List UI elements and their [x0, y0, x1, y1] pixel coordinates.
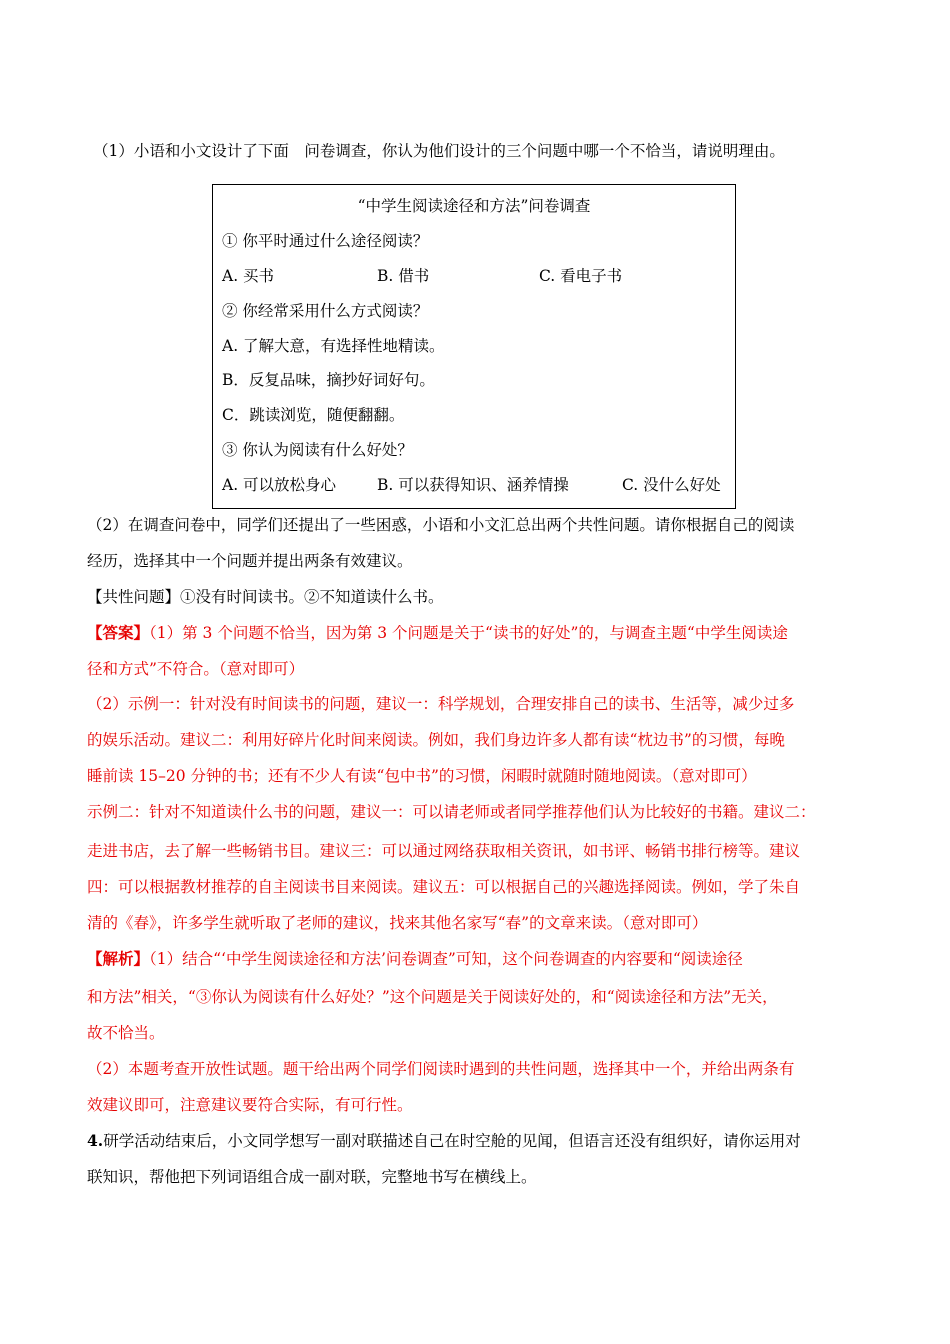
- survey-q3-option-c: C. 没什么好处: [622, 476, 721, 494]
- answer-line-7: 走进书店，去了解一些畅销书目。建议三：可以通过网络获取相关资讯，如书评、畅销书排行榜等。建议: [87, 842, 801, 860]
- survey-question-1: ① 你平时通过什么途径阅读？: [222, 232, 429, 250]
- survey-q1-option-b: B. 借书: [377, 267, 430, 285]
- answer-line-2: 径和方式”不符合。（意对即可）: [87, 660, 305, 678]
- survey-q3-option-b: B. 可以获得知识、涵养情操: [377, 476, 569, 494]
- survey-question-2: ② 你经常采用什么方式阅读？: [222, 302, 429, 320]
- question-1-intro: （1）小语和小文设计了下面 问卷调查，你认为他们设计的三个问题中哪一个不恰当，请说明理由。: [93, 142, 785, 160]
- answer-line-6: 示例二：针对不知道读什么书的问题，建议一：可以请老师或者同学推荐他们认为比较好的书籍。建议二：: [87, 803, 816, 821]
- answer-line-5: 睡前读 15–20 分钟的书；还有不少人有读“包中书”的习惯，闲暇时就随时随地阅读。（意对即可）: [87, 767, 757, 785]
- survey-question-3: ③ 你认为阅读有什么好处？: [222, 441, 413, 459]
- question-2-prompt-line-2: 经历，选择其中一个问题并提出两条有效建议。: [87, 552, 413, 570]
- analysis-line-2: 和方法”相关，“③你认为阅读有什么好处？”这个问题是关于阅读好处的，和“阅读途径和方法”无关，: [87, 988, 778, 1006]
- survey-q3-option-a: A. 可以放松身心: [222, 476, 337, 494]
- question-2-prompt-line-1: （2）在调查问卷中，同学们还提出了一些困惑，小语和小文汇总出两个共性问题。请你根据自己的阅读: [87, 516, 795, 534]
- question-4-number: 4.: [87, 1131, 104, 1150]
- survey-box: [212, 184, 736, 509]
- survey-q1-option-c: C. 看电子书: [539, 267, 623, 285]
- survey-q2-option-c: C．跳读浏览，随便翻翻。: [222, 406, 405, 424]
- analysis-line-4: （2）本题考查开放性试题。题干给出两个同学们阅读时遇到的共性问题，选择其中一个，并给出两条有: [87, 1060, 795, 1078]
- analysis-tag: 【解析】: [87, 949, 150, 968]
- analysis-line-3: 故不恰当。: [87, 1024, 165, 1042]
- answer-line-4: 的娱乐活动。建议二：利用好碎片化时间来阅读。例如，我们身边许多人都有读“枕边书”的习惯，每晚: [87, 731, 785, 749]
- analysis-line-1: 【解析】（1）结合“‘中学生阅读途径和方法’问卷调查”可知，这个问卷调查的内容要和“阅读途径: [87, 949, 743, 968]
- question-4-line-1: 4.研学活动结束后，小文同学想写一副对联描述自己在时空舱的见闻，但语言还没有组织好，请你运用对: [87, 1131, 801, 1150]
- answer-tag: 【答案】: [87, 623, 150, 642]
- survey-title: “中学生阅读途径和方法”问卷调查: [357, 197, 591, 215]
- analysis-line-5: 效建议即可，注意建议要符合实际，有可行性。: [87, 1096, 413, 1114]
- common-issues: 【共性问题】①没有时间读书。②不知道读什么书。: [87, 588, 444, 606]
- answer-line-1: 【答案】（1）第 3 个问题不恰当，因为第 3 个问题是关于“读书的好处”的，与调查主题“中学生阅读途: [87, 623, 788, 642]
- survey-q2-option-b: B．反复品味，摘抄好词好句。: [222, 371, 435, 389]
- answer-line-8: 四：可以根据教材推荐的自主阅读书目来阅读。建议五：可以根据自己的兴趣选择阅读。例如，学了朱自: [87, 878, 801, 896]
- answer-line-3: （2）示例一：针对没有时间读书的问题，建议一：科学规划，合理安排自己的读书、生活等，减少过多: [87, 695, 795, 713]
- survey-q2-option-a: A. 了解大意，有选择性地精读。: [222, 337, 445, 355]
- question-4-line-2: 联知识，帮他把下列词语组合成一副对联，完整地书写在横线上。: [87, 1168, 537, 1186]
- answer-line-9: 清的《春》，许多学生就听取了老师的建议，找来其他名家写“春”的文章来读。（意对即可）: [87, 914, 708, 932]
- survey-q1-option-a: A. 买书: [222, 267, 275, 285]
